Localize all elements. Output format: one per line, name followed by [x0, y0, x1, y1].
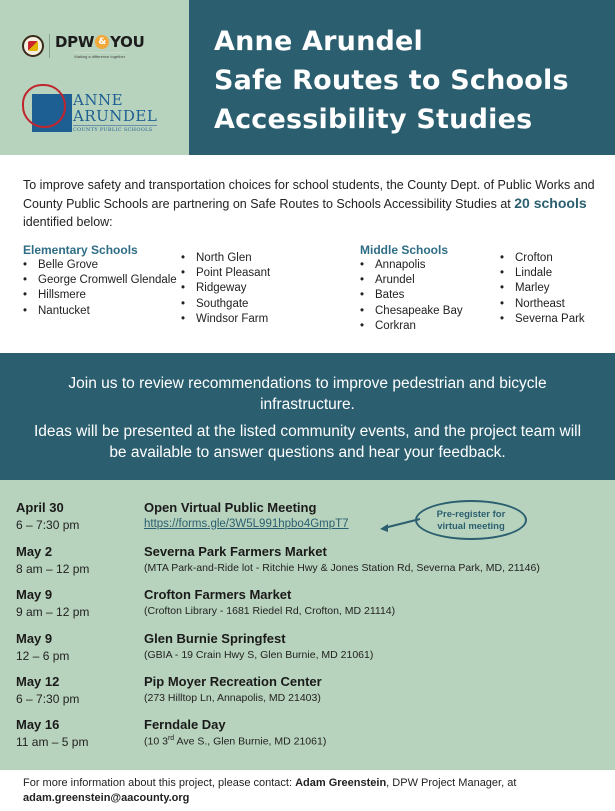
school-list-item: • Bates	[360, 288, 500, 303]
ampersand-icon: &	[95, 35, 109, 49]
logo-panel	[0, 0, 189, 155]
aacps-logo	[20, 82, 170, 142]
title-panel	[189, 0, 615, 155]
aacps-line2: ARUNDEL	[73, 107, 158, 125]
apple-outline-icon	[22, 84, 66, 128]
invitation-band	[0, 353, 615, 480]
elementary-schools-section	[23, 243, 343, 327]
event-location	[144, 518, 349, 530]
title-line-3: Accessibility Studies	[214, 104, 533, 135]
registration-link[interactable]: https://forms.gle/3W5L991hpbo4GmpT7	[144, 518, 349, 530]
school-list-item: • Annapolis	[360, 258, 500, 273]
event-location: (273 Hilltop Ln, Annapolis, MD 21403)	[144, 692, 321, 704]
dpw-and-you-logo	[22, 33, 144, 59]
school-list-item: • Marley	[500, 281, 585, 296]
event-title: Crofton Farmers Market	[144, 587, 292, 602]
school-list-item: • Crofton	[500, 251, 585, 266]
school-list-item: • Ridgeway	[181, 281, 270, 296]
title-line-2: Safe Routes to Schools	[214, 65, 569, 96]
school-list-item: • Nantucket	[23, 304, 181, 319]
invitation-text-1: Join us to review recommendations to improve pedestrian and bicycle infrastructure.	[68, 375, 547, 413]
contact-name: Adam Greenstein	[295, 777, 387, 789]
event-location: (GBIA - 19 Crain Hwy S, Glen Burnie, MD 21061)	[144, 649, 374, 661]
event-time: 8 am – 12 pm	[16, 562, 90, 576]
event-time: 6 – 7:30 pm	[16, 692, 80, 706]
school-list-item: • North Glen	[181, 251, 270, 266]
event-location: (MTA Park-and-Ride lot - Ritchie Hwy & Jones Station Rd, Severna Park, MD, 21146)	[144, 562, 540, 574]
event-date: May 9	[16, 587, 53, 602]
dpw-text: DPW	[55, 33, 95, 51]
school-list-item: • Severna Park	[500, 312, 585, 327]
event-date: May 9	[16, 631, 53, 646]
school-list-item: • Lindale	[500, 266, 585, 281]
title-line-1: Anne Arundel	[214, 26, 424, 57]
invitation-text-2: Ideas will be presented at the listed community events, and the project team will be available to answer questions and hear your feedback.	[33, 423, 582, 461]
middle-list-col2	[500, 251, 585, 334]
event-title: Pip Moyer Recreation Center	[144, 674, 322, 689]
event-date: May 2	[16, 544, 53, 559]
event-time: 11 am – 5 pm	[16, 735, 89, 749]
contact-email[interactable]: adam.greenstein@aacounty.org	[23, 792, 190, 804]
event-time: 12 – 6 pm	[16, 649, 70, 663]
event-title: Severna Park Farmers Market	[144, 544, 327, 559]
school-list-item: • Windsor Farm	[181, 312, 270, 327]
event-title: Open Virtual Public Meeting	[144, 500, 317, 515]
school-list-item: • Southgate	[181, 297, 270, 312]
intro-paragraph: To improve safety and transportation choices for school students, the County Dept. of Public Works and County Public Schools are partnering on Safe Routes to Schools Accessibility Studies at 20 schools identified below:	[23, 178, 595, 229]
event-date: May 12	[16, 674, 60, 689]
school-list-item: • Corkran	[360, 319, 500, 334]
middle-schools-section	[360, 243, 610, 334]
elementary-schools-heading: Elementary Schools	[23, 243, 138, 257]
dpw-tagline: Making a difference together	[74, 54, 126, 59]
event-date: April 30	[16, 500, 64, 515]
middle-schools-heading: Middle Schools	[360, 243, 449, 257]
school-list-item: • Northeast	[500, 297, 585, 312]
preregister-callout: Pre-register for virtual meeting	[415, 500, 527, 540]
event-location: (10 3rd Ave S., Glen Burnie, MD 21061)	[144, 735, 327, 748]
logo-divider	[49, 34, 50, 58]
event-title: Ferndale Day	[144, 717, 226, 732]
you-text: YOU	[110, 33, 145, 51]
header	[0, 0, 615, 155]
school-list-item: • Hillsmere	[23, 288, 181, 303]
schools-count-highlight: 20 schools	[514, 195, 587, 211]
elementary-list-col1	[23, 258, 181, 327]
aacps-line3: COUNTY PUBLIC SCHOOLS	[73, 125, 157, 134]
county-seal-icon	[22, 35, 44, 57]
school-list-item: • Belle Grove	[23, 258, 181, 273]
elementary-list-col2	[181, 251, 270, 327]
school-list-item: • George Cromwell Glendale	[23, 273, 181, 288]
event-title: Glen Burnie Springfest	[144, 631, 286, 646]
event-time: 6 – 7:30 pm	[16, 518, 80, 532]
aacps-line1: ANNE	[73, 91, 124, 109]
middle-list-col1	[360, 258, 500, 334]
event-date: May 16	[16, 717, 60, 732]
school-list-item: • Arundel	[360, 273, 500, 288]
event-location: (Crofton Library - 1681 Riedel Rd, Crofton, MD 21114)	[144, 605, 396, 617]
contact-footer: For more information about this project, please contact: Adam Greenstein, DPW Project Manager, at adam.greenstein@aacounty.org	[23, 777, 517, 804]
event-time: 9 am – 12 pm	[16, 605, 90, 619]
school-list-item: • Point Pleasant	[181, 266, 270, 281]
school-list-item: • Chesapeake Bay	[360, 304, 500, 319]
